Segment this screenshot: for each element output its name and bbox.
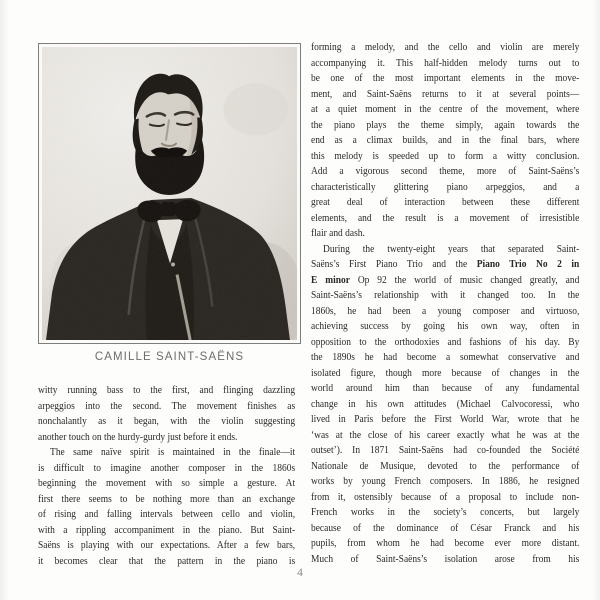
text-line: ‘was at the close of his career exactly what he was at the: [311, 428, 580, 441]
page-edge-shading-right: [592, 0, 600, 600]
text-line: flair and dash.: [311, 227, 365, 239]
text-line: at a quiet moment in the centre of the movement, where: [311, 103, 580, 115]
text-line: great deal of interaction between these different: [311, 196, 580, 208]
photo-frame: [38, 43, 301, 344]
text-line: elements, and the result is a movement of irresistible: [311, 211, 580, 224]
right-text-column: [311, 40, 579, 567]
text-line: arpeggios into the second. The movement finishes as: [38, 399, 296, 412]
photo-caption: CAMILLE SAINT-SAËNS: [94, 351, 245, 363]
text-line: Saëns’s First Piano Trio and the Piano Trio No 2 in: [311, 258, 580, 270]
text-line: be one of the most important elements in the move-: [311, 72, 580, 84]
text-line: beginning the movement with so simple a gesture. At: [38, 477, 296, 489]
text-line: achieving success by going his own way, often in: [311, 320, 580, 332]
text-line: change in his own attitudes (Michael Calvocoressi, who: [311, 397, 580, 410]
page-number: 4: [297, 567, 303, 579]
text-line: the 1890s he had become a somewhat conservative and: [311, 351, 580, 363]
text-line: from it, ostensibly because of a proposal to include non-: [311, 490, 580, 503]
text-line: it becomes clear that the pattern in the piano is: [38, 554, 296, 567]
text-line: Add a vigorous second theme, more of Saint-Saëns’s: [311, 165, 580, 177]
text-line: French works in the society’s concerts, but largely: [311, 506, 580, 518]
text-line: this melody is speeded up to form a witty conclusion.: [311, 149, 580, 162]
text-line: pupils, from whom he had become ever more distant.: [311, 537, 580, 549]
text-line: Saëns is playing with our expectations. After a few bars,: [38, 539, 296, 551]
text-line: nonchalantly as it began, with the violin suggesting: [38, 415, 296, 427]
text-line: opposition to the orthodoxies and fashions of his day. By: [311, 335, 580, 348]
text-line: another touch on the hurdy-gurdy just before it ends.: [38, 430, 238, 443]
text-line: works by young French composers. In 1886, he resigned: [311, 475, 580, 487]
text-line: end as a climax builds, and in the final bars, where: [311, 134, 580, 146]
text-line: of rising and falling intervals between cello and violin,: [38, 508, 296, 520]
text-line: The same naïve spirit is maintained in the finale—it: [50, 446, 296, 458]
text-line: Nationale de Musique, devoted to the performance of: [311, 459, 580, 472]
text-line: lived in Paris before the First World War, wrote that he: [311, 413, 580, 425]
text-line: because of the dominance of César Franck and his: [311, 521, 580, 534]
page-edge-shading-left: [0, 0, 9, 600]
text-line: the piano plays the theme simply, again towards the: [311, 118, 580, 131]
text-line: 1860s, he had been a young composer and virtuoso,: [311, 304, 580, 317]
text-line: ment, and Saint-Saëns returns to it at several points—: [311, 87, 580, 100]
text-line: world around him than because of any fundamental: [311, 382, 580, 394]
portrait-photo: [42, 47, 297, 340]
text-line: outset’). In 1871 Saint-Saëns had co-founded the Société: [311, 444, 580, 456]
text-line: accompanying it. This half-hidden melody turns out to: [311, 56, 580, 69]
text-line: During the twenty-eight years that separated Saint-: [323, 242, 580, 255]
text-line: first there seems to be nothing more than an exchange: [38, 492, 296, 505]
text-line: Much of Saint-Saëns’s isolation arose from his: [311, 552, 580, 565]
text-line: isolated figure, though more because of changes in the: [311, 366, 580, 379]
text-line: characteristically glittering piano arpeggios, and a: [311, 180, 580, 193]
text-line: Saint-Saëns’s relationship with it changed too. In the: [311, 289, 580, 301]
left-text-column: [38, 383, 295, 569]
text-line: with a rippling accompaniment in the piano. But Saint-: [38, 523, 296, 536]
text-line: E minor Op 92 the world of music changed greatly, and: [311, 273, 580, 286]
text-line: is difficult to imagine another composer in the 1860s: [38, 461, 296, 474]
text-line: witty running bass to the first, and flinging dazzling: [38, 384, 296, 396]
text-line: forming a melody, and the cello and violin are merely: [311, 41, 580, 53]
